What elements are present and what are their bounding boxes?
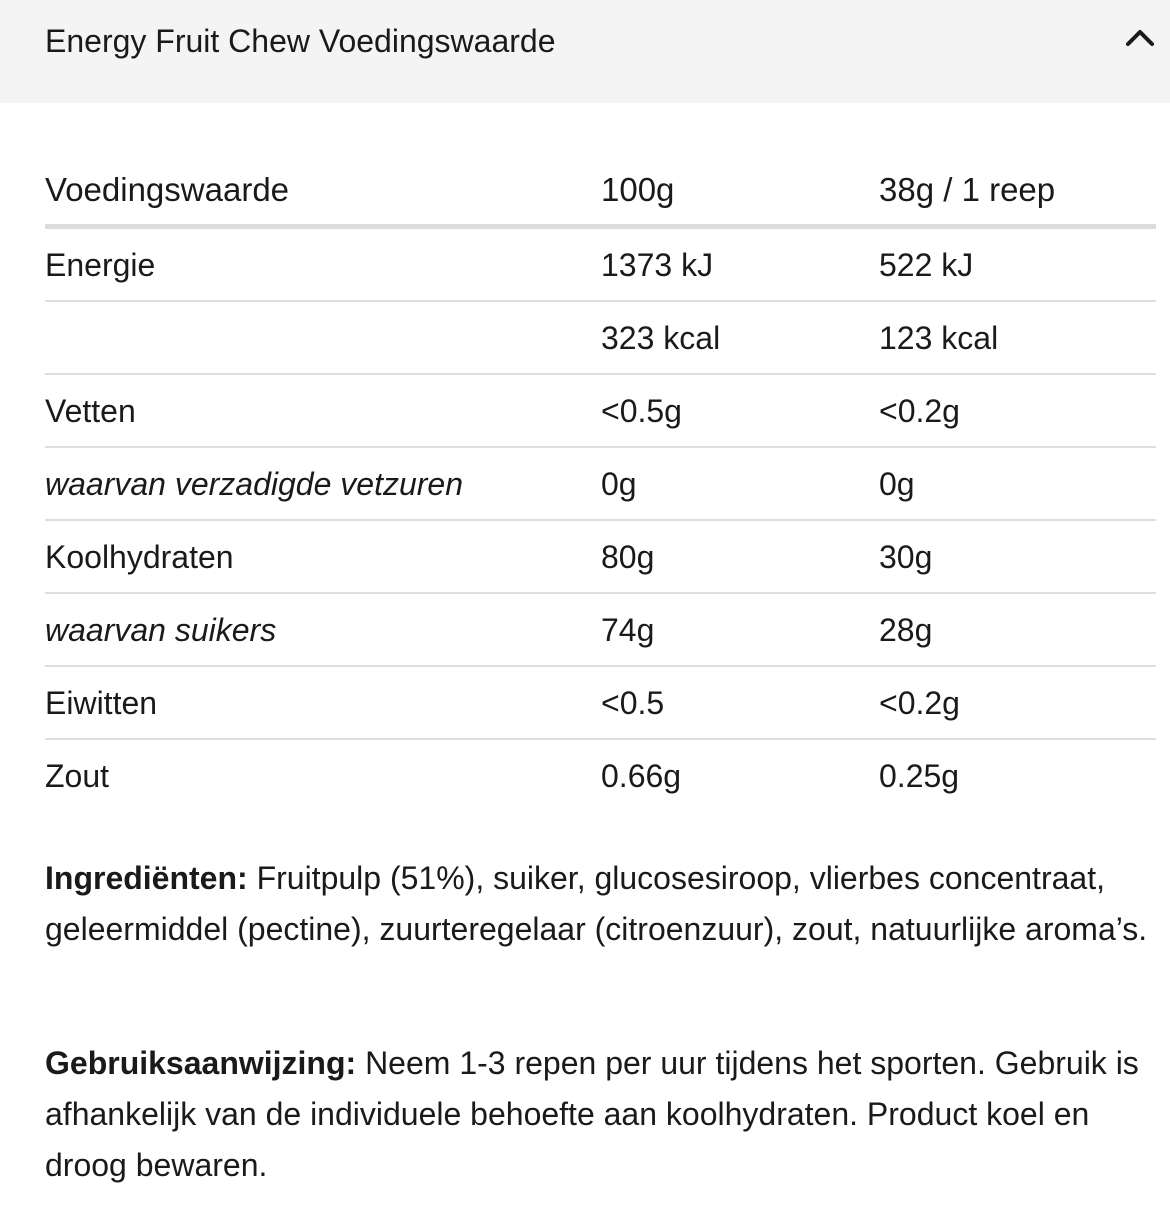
chevron-up-icon[interactable] [1120,18,1160,58]
table-row [45,740,1156,813]
value-per-serving: 30g [879,539,933,575]
value-per-100g: <0.5g [601,393,682,429]
table-row [45,594,1156,667]
nutrient-label: Vetten [45,393,136,429]
value-per-100g: 0g [601,466,637,502]
table-row [45,521,1156,594]
usage-paragraph [45,1038,1160,1191]
value-per-100g: <0.5 [601,685,665,721]
usage-text: Neem 1-3 repen per uur tijdens het sporten. Gebruik is afhankelijk van de individuele behoefte aan koolhydraten. Product koel en droog bewaren. [45,1045,1139,1183]
value-per-serving: 0.25g [879,758,960,794]
nutrient-label: waarvan suikers [45,612,277,648]
nutrient-label: waarvan verzadigde vetzuren [45,466,464,502]
value-per-serving: 522 kJ [879,247,974,283]
value-per-100g: 0.66g [601,758,682,794]
header-nutrient: Voedingswaarde [45,171,290,208]
value-per-serving: <0.2g [879,393,960,429]
value-per-serving: 0g [879,466,915,502]
table-row [45,448,1156,521]
nutrient-label: Energie [45,247,156,283]
ingredients-text: Fruitpulp (51%), suiker, glucosesiroop, vlierbes concentraat, geleermiddel (pectine), zuurteregelaar (citroenzuur), zout, natuurlijke aroma’s. [45,860,1148,947]
ingredients-paragraph [45,853,1160,955]
value-per-100g: 1373 kJ [601,247,714,283]
value-per-100g: 74g [601,612,655,648]
nutrition-table [45,152,1156,813]
value-per-100g: 323 kcal [601,320,721,356]
table-header-row [45,152,1156,229]
value-per-serving: 28g [879,612,933,648]
table-row [45,667,1156,740]
table-row [45,302,1156,375]
table-row [45,375,1156,448]
nutrient-label: Eiwitten [45,685,158,721]
ingredients-label: Ingrediënten: [45,860,248,896]
accordion-title: Energy Fruit Chew Voedingswaarde [45,23,556,59]
nutrient-label: Koolhydraten [45,539,234,575]
value-per-serving: 123 kcal [879,320,999,356]
usage-label: Gebruiksaanwijzing: [45,1045,357,1081]
value-per-100g: 80g [601,539,655,575]
accordion-header[interactable] [0,0,1170,103]
table-row [45,229,1156,302]
header-per-serving: 38g / 1 reep [879,171,1056,208]
nutrient-label: Zout [45,758,110,794]
header-per-100g: 100g [601,171,675,208]
value-per-serving: <0.2g [879,685,960,721]
